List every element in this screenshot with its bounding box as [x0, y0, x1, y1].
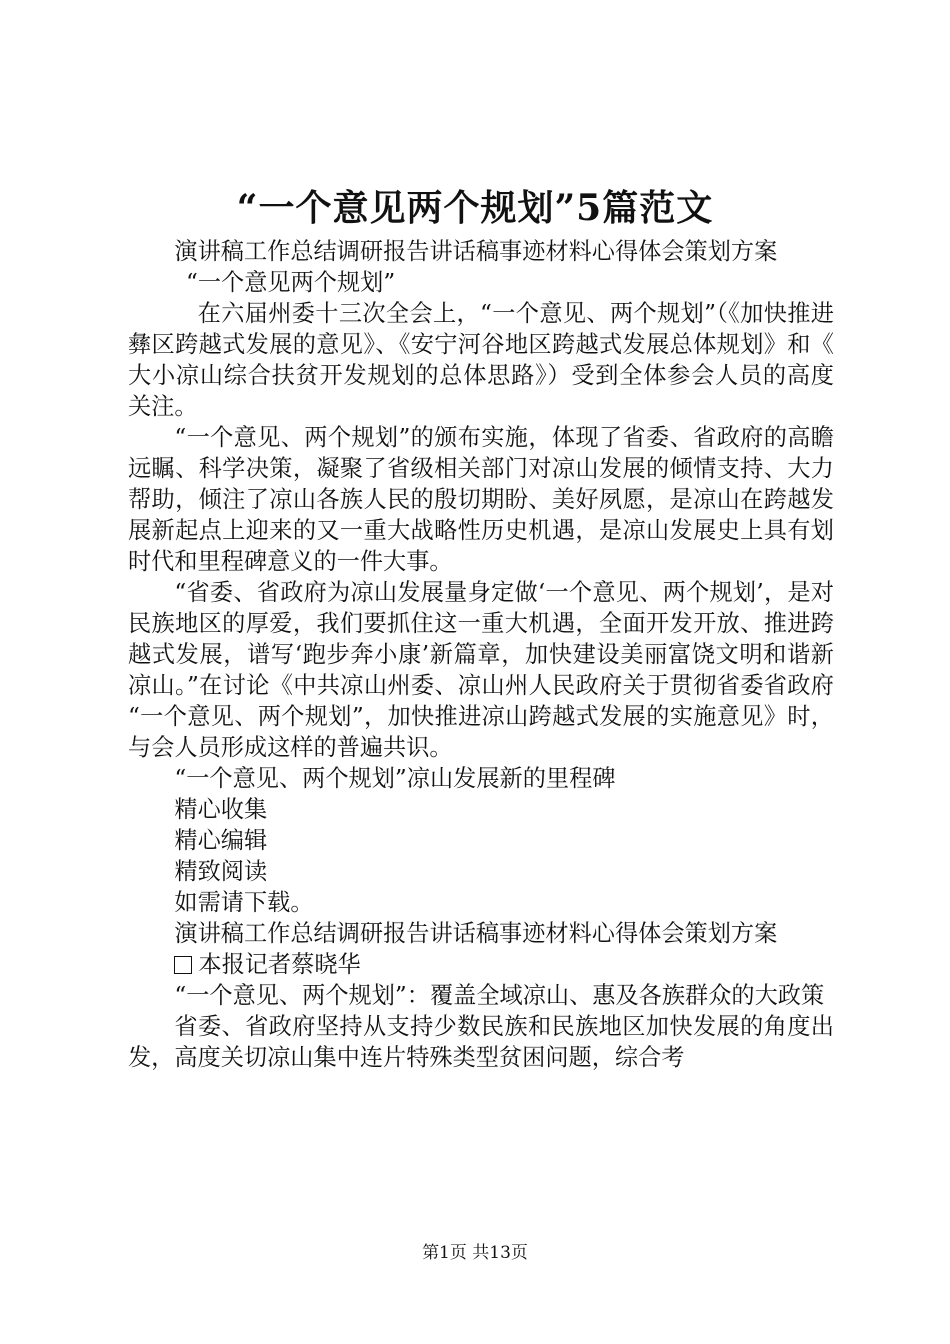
document-title: “一个意见两个规划”5篇范文 [236, 187, 714, 229]
paragraph-consensus: “省委、省政府为凉山发展量身定做‘一个意见、两个规划’，是对民族地区的厚爱，我们要抓住这一重大机遇，全面开发开放、推进跨越式发展，谱写‘跑步奔小康’新篇章，加快建设美丽富饶文明和谐新凉山。”在讨论《中共凉山州委、凉山州人民政府关于贯彻省委省政府“一个意见、两个规划”，加快推进凉山跨越式发展的实施意见》时，与会人员形成这样的普遍共识。 [128, 579, 834, 761]
paragraph-subtitle: “一个意见两个规划” [186, 269, 396, 296]
reporter-byline: 本报记者蔡晓华 [198, 951, 361, 978]
paragraph-milestone-heading: “一个意见、两个规划”凉山发展新的里程碑 [174, 765, 616, 792]
page-indicator: 第1页 共13页 [422, 1243, 528, 1263]
paragraph-policy-heading: “一个意见、两个规划”：覆盖全域凉山、惠及各族群众的大政策 [174, 982, 825, 1009]
paragraph-category-list-repeat: 演讲稿工作总结调研报告讲话稿事迹材料心得体会策划方案 [174, 920, 778, 947]
paragraph-collected: 精心收集 [174, 796, 268, 823]
paragraph-plenary-session: 在六届州委十三次全会上，“一个意见、两个规划”（《加快推进彝区跨越式发展的意见》、《安宁河谷地区跨越式发展总体规划》和《大小凉山综合扶贫开发规划的总体思路》）受到全体参会人员的高度关注。 [128, 300, 834, 420]
paragraph-download-note: 如需请下载。 [174, 889, 314, 916]
paragraph-reading: 精致阅读 [174, 858, 268, 885]
paragraph-category-list: 演讲稿工作总结调研报告讲话稿事迹材料心得体会策划方案 [174, 238, 778, 265]
paragraph-reporter [128, 949, 834, 980]
paragraph-implementation: “一个意见、两个规划”的颁布实施，体现了省委、省政府的高瞻远瞩、科学决策，凝聚了省级相关部门对凉山发展的倾情支持、大力帮助，倾注了凉山各族人民的殷切期盼、美好夙愿，是凉山在跨越发展新起点上迎来的又一重大战略性历史机遇，是凉山发展史上具有划时代和里程碑意义的一件大事。 [128, 424, 834, 575]
paragraph-provincial-support: 省委、省政府坚持从支持少数民族和民族地区加快发展的角度出发，高度关切凉山集中连片特殊类型贫困问题，综合考 [128, 1013, 834, 1071]
checkbox-icon [174, 956, 192, 974]
document-body [128, 236, 834, 1073]
paragraph-edited: 精心编辑 [174, 827, 268, 854]
